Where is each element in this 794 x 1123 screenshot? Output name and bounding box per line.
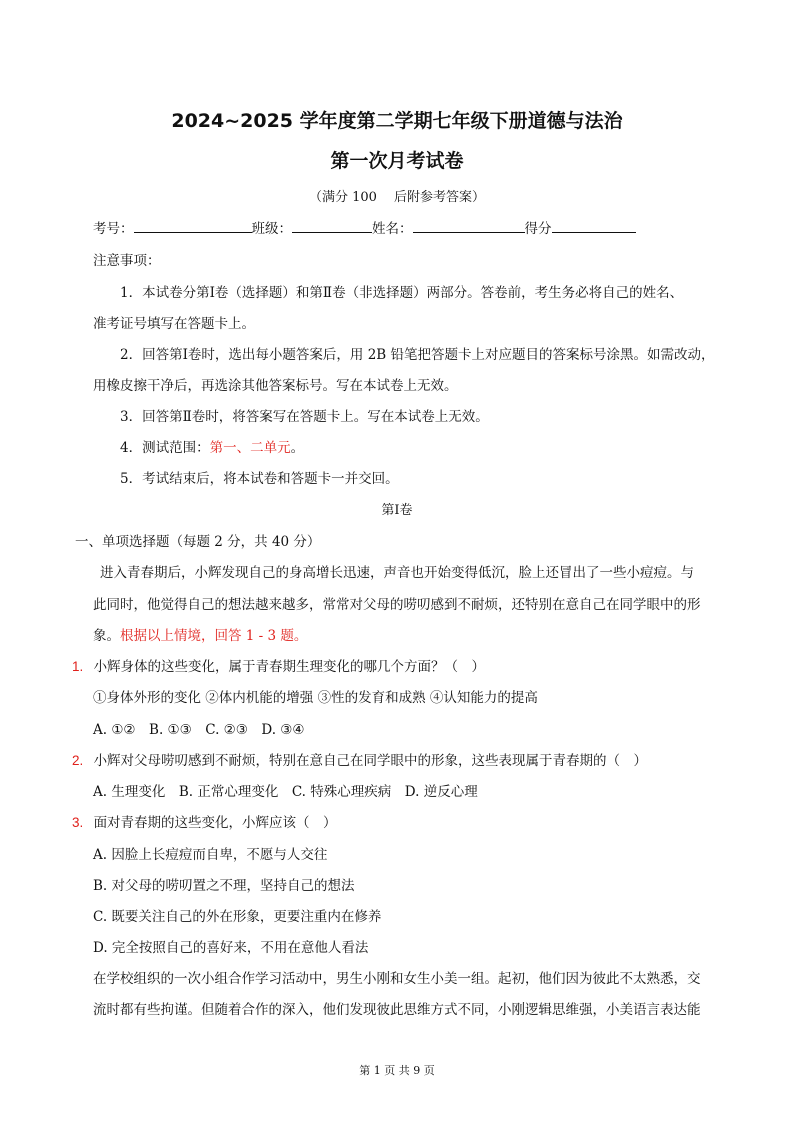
question-3 bbox=[72, 811, 337, 831]
question-1 bbox=[72, 655, 485, 675]
question-3-option-a: A. 因脸上长痘痘而自卑，不愿与人交往 bbox=[93, 847, 328, 863]
notice-heading: 注意事项： bbox=[93, 253, 161, 269]
passage-1-line-3 bbox=[93, 624, 307, 644]
exam-no-field[interactable] bbox=[134, 220, 252, 233]
page-title: 2024~2025 学年度第二学期七年级下册道德与法治 bbox=[171, 110, 623, 132]
passage-1-line-1: 进入青春期后，小辉发现自己的身高增长迅速，声音也开始变得低沉，脸上还冒出了一些小痘痘。与 bbox=[100, 565, 694, 581]
question-1-stem: 小辉身体的这些变化，属于青春期生理变化的哪几个方面？（ ） bbox=[93, 659, 486, 675]
passage-2-line-1: 在学校组织的一次小组合作学习活动中，男生小刚和女生小美一组。起初，他们因为彼此不太熟悉，交 bbox=[93, 971, 701, 987]
score-field[interactable] bbox=[552, 220, 636, 233]
name-label: 姓名： bbox=[372, 221, 413, 237]
question-2-number: 2. bbox=[72, 753, 84, 768]
notice-item-4 bbox=[120, 436, 304, 456]
question-2-stem: 小辉对父母唠叨感到不耐烦，特别在意自己在同学眼中的形象，这些表现属于青春期的（ ） bbox=[93, 753, 648, 769]
class-label: 班级： bbox=[251, 221, 292, 237]
question-1-options: A. ①② B. ①③ C. ②③ D. ③④ bbox=[93, 722, 305, 738]
score-label: 得分 bbox=[524, 221, 552, 237]
passage-1-instruction: 根据以上情境，回答 1 - 3 题。 bbox=[120, 628, 308, 644]
page-footer: 第 1 页 共 9 页 bbox=[359, 1064, 435, 1077]
question-1-number: 1. bbox=[72, 659, 84, 674]
notice-item-2-line-2: 用橡皮擦干净后，再选涂其他答案标号。写在本试卷上无效。 bbox=[93, 378, 458, 394]
notice-item-1-line-2: 准考证号填写在答题卡上。 bbox=[93, 316, 255, 332]
part-title: 一、单项选择题（每题 2 分，共 40 分） bbox=[75, 534, 321, 550]
notice-item-3: 3．回答第Ⅱ卷时，将答案写在答题卡上。写在本试卷上无效。 bbox=[120, 409, 489, 425]
question-3-option-c: C. 既要关注自己的外在形象，更要注重内在修养 bbox=[93, 909, 382, 925]
student-info-line bbox=[93, 217, 636, 237]
name-field[interactable] bbox=[413, 220, 525, 233]
score-note: （满分 100 后附参考答案） bbox=[308, 190, 486, 205]
notice-item-2-line-1: 2．回答第Ⅰ卷时，选出每小题答案后，用 2B 铅笔把答题卡上对应题目的答案标号涂黑。如需改动， bbox=[120, 347, 715, 363]
test-range: 第一、二单元 bbox=[209, 440, 291, 456]
notice-item-4-prefix: 4．测试范围： bbox=[120, 440, 210, 456]
passage-2-line-2: 流时都有些拘谨。但随着合作的深入，他们发现彼此思维方式不同，小刚逻辑思维强，小美语言表达能 bbox=[93, 1002, 701, 1018]
question-3-option-b: B. 对父母的唠叨置之不理，坚持自己的想法 bbox=[93, 878, 355, 894]
passage-1-line-3-prefix: 象。 bbox=[93, 628, 120, 644]
question-1-statements: ①身体外形的变化 ②体内机能的增强 ③性的发育和成熟 ④认知能力的提高 bbox=[93, 690, 538, 706]
question-3-option-d: D. 完全按照自己的喜好来，不用在意他人看法 bbox=[93, 940, 369, 956]
question-3-stem: 面对青春期的这些变化，小辉应该（ ） bbox=[93, 815, 337, 831]
exam-no-label: 考号： bbox=[93, 221, 134, 237]
question-3-number: 3. bbox=[72, 815, 84, 830]
page-subtitle: 第一次月考试卷 bbox=[330, 150, 464, 172]
notice-item-1-line-1: 1．本试卷分第Ⅰ卷（选择题）和第Ⅱ卷（非选择题）两部分。答卷前，考生务必将自己的姓名、 bbox=[120, 285, 684, 301]
volume-heading: 第Ⅰ卷 bbox=[381, 503, 413, 518]
question-2-options: A. 生理变化 B. 正常心理变化 C. 特殊心理疾病 D. 逆反心理 bbox=[93, 784, 478, 800]
passage-1-line-2: 此同时，他觉得自己的想法越来越多，常常对父母的唠叨感到不耐烦，还特别在意自己在同学眼中的形 bbox=[93, 597, 701, 613]
notice-item-4-suffix: 。 bbox=[290, 440, 305, 456]
class-field[interactable] bbox=[292, 220, 372, 233]
question-2 bbox=[72, 749, 647, 769]
notice-item-5: 5．考试结束后，将本试卷和答题卡一并交回。 bbox=[120, 471, 399, 487]
